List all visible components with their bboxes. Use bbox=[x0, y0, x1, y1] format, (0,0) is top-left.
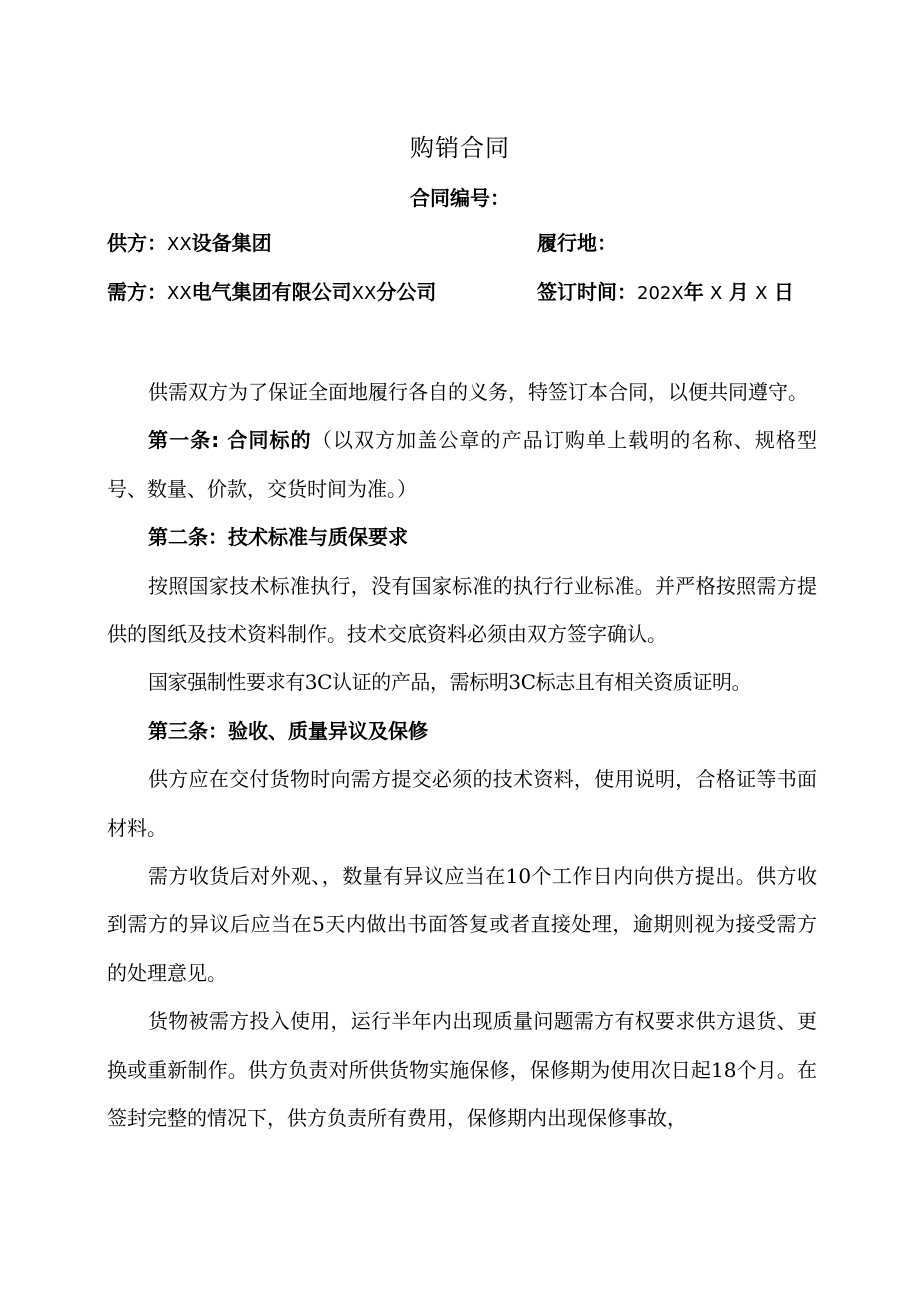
buyer-value-prefix: XX bbox=[167, 283, 192, 304]
sign-year: 202X bbox=[637, 283, 684, 304]
article-1-heading: 第一条: 合同标的 bbox=[148, 428, 312, 453]
article-3-paragraph-2: 需方收货后对外观、，数量有异议应当在10个工作日内向供方提出。供方收到需方的异议后应当在5天内做出书面答复或者直接处理，逾期则视为接受需方的处理意见。 bbox=[107, 864, 817, 985]
supplier-row bbox=[107, 226, 827, 260]
contract-number-label: 合同编号： bbox=[410, 186, 510, 210]
article-2-heading-paragraph bbox=[107, 513, 817, 561]
article-3-paragraph-3: 货物被需方投入使用，运行半年内出现质量问题需方有权要求供方退货、更换或重新制作。供方负责对所供货物实施保修，保修期为使用次日起18个月。在签封完整的情况下，供方负责所有费用，保修期内出现保修事故， bbox=[107, 1009, 817, 1131]
supplier-value-prefix: XX bbox=[167, 234, 192, 255]
article-2-paragraph-2: 国家强制性要求有3C认证的产品，需标明3C标志且有相关资质证明。 bbox=[148, 670, 752, 695]
contract-body bbox=[107, 368, 817, 1143]
buyer-row bbox=[107, 275, 827, 309]
sign-month: X bbox=[710, 283, 723, 304]
article-3-heading-paragraph bbox=[107, 707, 817, 755]
sign-year-unit: 年 bbox=[683, 280, 704, 304]
buyer-value-prefix2: XX bbox=[351, 283, 377, 304]
intro-paragraph: 供需双方为了保证全面地履行各自的义务，特签订本合同，以便共同遵守。 bbox=[148, 380, 808, 404]
sign-time-label: 签订时间： bbox=[537, 280, 637, 304]
buyer-field bbox=[107, 275, 436, 311]
buyer-value-rest: 分公司 bbox=[376, 280, 437, 304]
article-3-heading: 第三条：验收、质量异议及保修 bbox=[148, 718, 428, 743]
article-1-text: （以双方加盖公章的产品订购单上载明的名称、规格型号、数量、价款，交货时间为准。） bbox=[107, 428, 817, 501]
supplier-field bbox=[107, 226, 272, 262]
buyer-label: 需方： bbox=[107, 280, 167, 304]
sign-day: X bbox=[755, 283, 768, 304]
article-1-paragraph bbox=[107, 416, 817, 513]
supplier-label: 供方： bbox=[107, 231, 167, 255]
sign-time-field bbox=[537, 275, 794, 311]
sign-day-unit: 日 bbox=[773, 280, 794, 304]
place-label: 履行地： bbox=[537, 231, 617, 255]
buyer-value-mid: 电气集团有限公司 bbox=[191, 280, 352, 304]
place-field bbox=[537, 226, 617, 260]
document-title: 购销合同 bbox=[410, 134, 510, 162]
sign-month-unit: 月 bbox=[728, 280, 749, 304]
supplier-value: 设备集团 bbox=[191, 231, 272, 255]
article-2-heading: 第二条：技术标准与质保要求 bbox=[148, 525, 408, 550]
article-3-paragraph-1: 供方应在交付货物时向需方提交必须的技术资料，使用说明，合格证等书面材料。 bbox=[107, 767, 817, 840]
article-2-paragraph-1: 按照国家技术标准执行，没有国家标准的执行行业标准。并严格按照需方提供的图纸及技术资料制作。技术交底资料必须由双方签字确认。 bbox=[107, 573, 817, 647]
